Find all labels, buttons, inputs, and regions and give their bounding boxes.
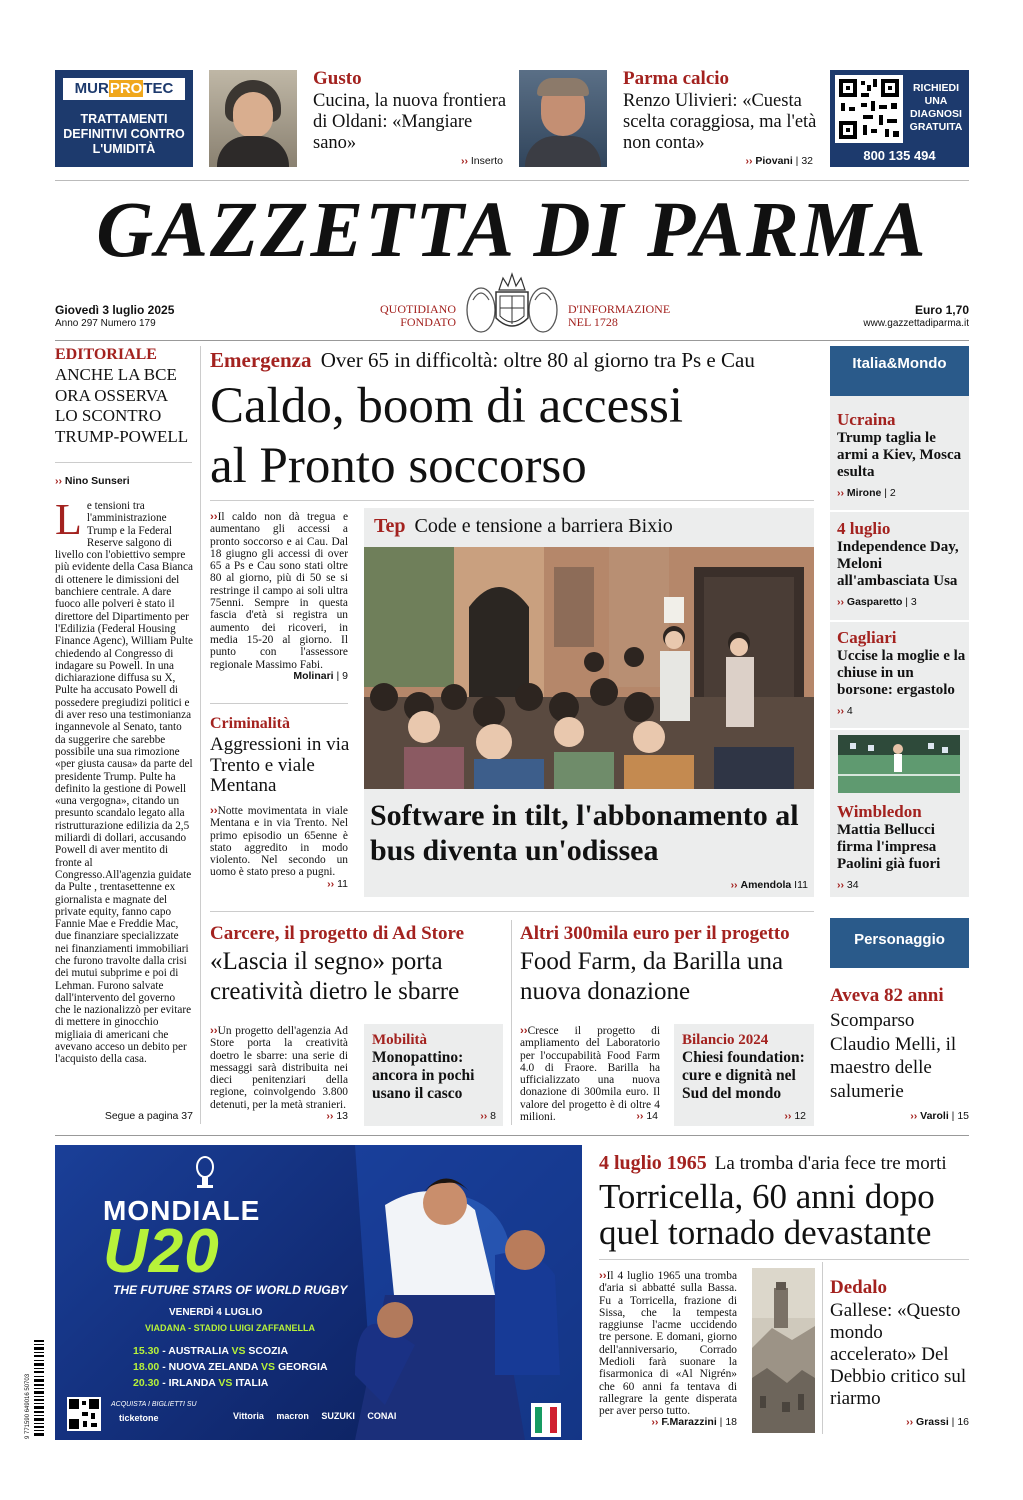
sidebar-item-4-luglio[interactable]: 4 luglio Independence Day, Meloni all'ambasciata Usa ›› Gasparetto | 3 — [837, 519, 959, 608]
tep-title: Software in tilt, l'abbonamento al bus diventa un'odissea — [370, 799, 799, 867]
teaser-parma-calcio[interactable]: Parma calcio Renzo Ulivieri: «Cuesta scelta coraggiosa, ma l'età non conta» ›› Piovani | 32 — [623, 68, 817, 167]
editoriale-continue[interactable]: Segue a pagina 37 — [104, 1110, 193, 1122]
rugby-tickets-line: ACQUISTA I BIGLIETTI SU — [111, 1401, 197, 1408]
lead-subtitle: Over 65 in difficoltà: oltre 80 al giorno tra Ps e Cau — [320, 348, 755, 372]
ad-murprotec[interactable] — [55, 70, 193, 167]
bilancio-ref: ›› 12 — [784, 1110, 806, 1122]
tab-italia-mondo[interactable]: Italia&Mondo — [830, 346, 969, 396]
rugby-title-b: U20 — [103, 1217, 220, 1286]
sidebar-item-wimbledon[interactable]: Wimbledon Mattia Bellucci firma l'impresa Paolini già fuori ›› 34 — [837, 802, 941, 891]
wimbledon-photo — [838, 735, 960, 793]
ad-left-text: TRATTAMENTI DEFINITIVI CONTRO L'UMIDITÀ — [63, 112, 185, 156]
editoriale-title: ANCHE LA BCE ORA OSSERVA LO SCONTRO TRUMP-POWELL — [55, 365, 189, 446]
teaser-gusto[interactable]: Gusto Cucina, la nuova frontiera di Oldani: «Mangiare sano» ›› Inserto — [313, 68, 507, 167]
foodfarm-body: ››Cresce il progetto di ampliamento del Laboratorio per l'occupabilità Food Farm 4.0 di Fraore. Barilla ha ufficializzato una nuova donazione di 300mila euro. Il valore del progetto è di oltre 4 milioni. — [520, 1025, 660, 1124]
sidebar-item-cagliari[interactable]: Cagliari Uccise la moglie e la chiuse in un borsone: ergastolo ›› 4 — [837, 628, 966, 717]
ad-right-text: RICHIEDI UNA DIAGNOSI GRATUITA — [909, 82, 963, 133]
dedalo-story[interactable]: Dedalo Gallese: «Questo mondo accelerato» Del Debbio critico sul riarmo — [830, 1277, 967, 1409]
crime-story[interactable]: Criminalità Aggressioni in via Trento e viale Mentana — [210, 715, 350, 796]
personaggio-story[interactable]: Aveva 82 anni Scomparso Claudio Melli, il maestro delle salumerie — [830, 985, 957, 1102]
foodfarm-ref: ›› 14 — [636, 1110, 658, 1122]
torricella-story[interactable]: 4 luglio 1965 La tromba d'aria fece tre morti Torricella, 60 anni dopo quel tornado devastante — [599, 1152, 947, 1252]
crime-body: ››Notte movimentata in viale Mentana e in via Trento. Nel primo episodio un 65enne è stato aggredito in modo violento. Nel secondo un uomo è stato preso a pugni. — [210, 805, 348, 879]
dropcap: L — [55, 500, 82, 544]
rugby-world-cup-icon — [191, 1155, 219, 1189]
rugby-title-a: MONDIALE — [103, 1195, 261, 1226]
rugby-date: VENERDÌ 4 LUGLIO — [169, 1307, 263, 1318]
mobilita-ref: ›› 8 — [480, 1110, 496, 1122]
tep-photo-crowd — [364, 547, 814, 789]
teaser-ulivieri-photo — [519, 70, 607, 167]
qr-code-icon — [835, 75, 903, 143]
motto-right: D'INFORMAZIONE NEL 1728 — [568, 302, 671, 329]
lead-story[interactable] — [210, 348, 820, 496]
rugby-matches — [133, 1343, 328, 1391]
ad-mondiale-u20[interactable] — [55, 1145, 582, 1440]
price: Euro 1,70 — [914, 303, 969, 317]
personaggio-ref: ›› Varoli | 15 — [910, 1110, 969, 1122]
editoriale-author: ›› Nino Sunseri — [55, 475, 130, 487]
rugby-ticketone[interactable]: ticketone — [119, 1413, 159, 1423]
lead-kicker: Emergenza — [210, 348, 312, 372]
lead-body: ››Il caldo non dà tregua e aumentano gli accessi a pronto soccorso e ai Cau. Dal 18 giugno gli accessi di over 65 a Ps e Cau sono stati oltre 80 al giorno, più di 50 se si restringe il campo ai soli ultra 75enni. Sempre in questa fascia d'età si registra un aumento dei ricoveri, in media 15-20 al giorno. Il punto con l'assessore regionale Massimo Fabi. — [210, 511, 348, 671]
teaser-oldani-photo — [209, 70, 297, 167]
murprotec-logo: MURPROTEC — [63, 78, 185, 100]
bilancio-story: Bilancio 2024 Chiesi foundation: cure e dignità nel Sud del mondo — [682, 1032, 805, 1102]
ad-diagnosi[interactable] — [830, 70, 969, 167]
tep-header: Tep Code e tensione a barriera Bixio — [374, 515, 673, 537]
dedalo-ref: ›› Grassi | 16 — [906, 1416, 969, 1428]
issue-number: Anno 297 Numero 179 — [55, 318, 156, 329]
masthead-crest — [463, 270, 561, 338]
torricella-body: ››Il 4 luglio 1965 una tromba d'aria si abbatté sulla Bassa. Fu a Torricella, frazione di Sissa, che la tempesta raggiunse l'acme uccidendo tre persone. E domani, giorno dell'anniversario, Corrado Medioli farà suonare la fisarmonica di «Al Nigrén» che 60 anni fa tentava di rallegrare la gente disperata per aver perso tutto. — [599, 1270, 737, 1418]
match-row: 18.00 - NUOVA ZELANDA VS GEORGIA — [133, 1361, 328, 1373]
carcere-ref: ›› 13 — [326, 1110, 348, 1122]
ad-phone[interactable]: 800 135 494 — [863, 148, 936, 163]
tep-ref: ›› Amendola I11 — [730, 879, 808, 891]
lead-ref: Molinari | 9 — [293, 670, 348, 682]
torricella-photo — [752, 1268, 815, 1433]
website-link[interactable]: www.gazzettadiparma.it — [863, 318, 969, 329]
motto-left: QUOTIDIANO FONDATO — [380, 302, 456, 329]
rugby-venue: VIADANA - STADIO LUIGI ZAFFANELLA — [145, 1323, 315, 1333]
masthead-title: GAZZETTA DI PARMA — [96, 187, 928, 274]
rugby-qr-icon — [67, 1397, 101, 1431]
sidebar-item-ucraina[interactable]: Ucraina Trump taglia le armi a Kiev, Mosca esulta ›› Mirone | 2 — [837, 410, 962, 499]
rugby-tagline: THE FUTURE STARS OF WORLD RUGBY — [113, 1283, 348, 1297]
carcere-story[interactable]: Carcere, il progetto di Ad Store «Lascia il segno» porta creatività dietro le sbarre — [210, 923, 465, 1005]
barcode: 9 771590 649016 50703 — [22, 1340, 46, 1440]
match-row: 20.30 - IRLANDA VS ITALIA — [133, 1377, 269, 1389]
foodfarm-story[interactable]: Altri 300mila euro per il progetto Food Farm, da Barilla una nuova donazione — [520, 923, 790, 1005]
torricella-ref: ›› F.Marazzini | 18 — [651, 1416, 737, 1428]
issue-date: Giovedì 3 luglio 2025 — [55, 303, 175, 317]
editoriale-body: L e tensioni tra l'amministrazione Trump e la Federal Reserve salgono di livello con l'obiettivo sempre più evidente della Casa Bianca di ottenere le dimissioni del banchiere centrale. A dare fuoco alle polveri è stato il direttore del Dipartimento per l'Edilizia (Federal Housing Finance Agenc), William Pulte chiedendo al Congresso di indagare su Powell. In una dichiarazione diffusa su X, Pulte ha accusato Powell di possedere pregiudizi politici e di aver reso una testimonianza ingannevole al Senato, tanto da suggerire che sarebbe possibile una sua rimozione «per giusta causa» da parte del presidente Trump. Pulte ha definito la gestione di Powell «una vergogna», citando un presunto scandalo legato alla ristrutturazione edilizia da 2,5 miliardi di dollari, accusando Powell di aver mentito di fronte al Congresso.All'agenzia guidate da Pulte , trentasettenne ex giornalista e magnate del private equity, fanno capo Fannie Mae e Freddie Mac, due finanziare specializzate nei finanziamenti immobiliari che furono travolte dalla crisi dei mutui subprime e poi di Lehman. Furono salvate dall'intervento del governo che le nazionalizzò per evitare di mettere in ginocchio migliaia di americani che avevano acceso un debito per l'acquisto della casa. — [55, 500, 193, 1066]
match-row: 15.30 - AUSTRALIA VS SCOZIA — [133, 1345, 289, 1357]
tab-personaggio[interactable]: Personaggio — [830, 918, 969, 968]
crime-ref: ›› 11 — [327, 878, 348, 890]
editoriale-kicker: EDITORIALE — [55, 346, 157, 363]
rugby-sponsors: Vittoria macron SUZUKI CONAI — [233, 1411, 397, 1421]
mobilita-story: Mobilità Monopattino: ancora in pochi usano il casco — [372, 1032, 475, 1102]
editoriale[interactable] — [55, 346, 192, 447]
lead-title: Caldo, boom di accessi al Pronto soccorso — [210, 378, 684, 494]
carcere-body: ››Un progetto dell'agenzia Ad Store porta la creatività doetro le sbarre: una serie di messaggi sarà distribuita nei dieci penitenziari della regione, coinvolgendo 3.800 detenuti, per la metà stranieri. — [210, 1025, 348, 1111]
